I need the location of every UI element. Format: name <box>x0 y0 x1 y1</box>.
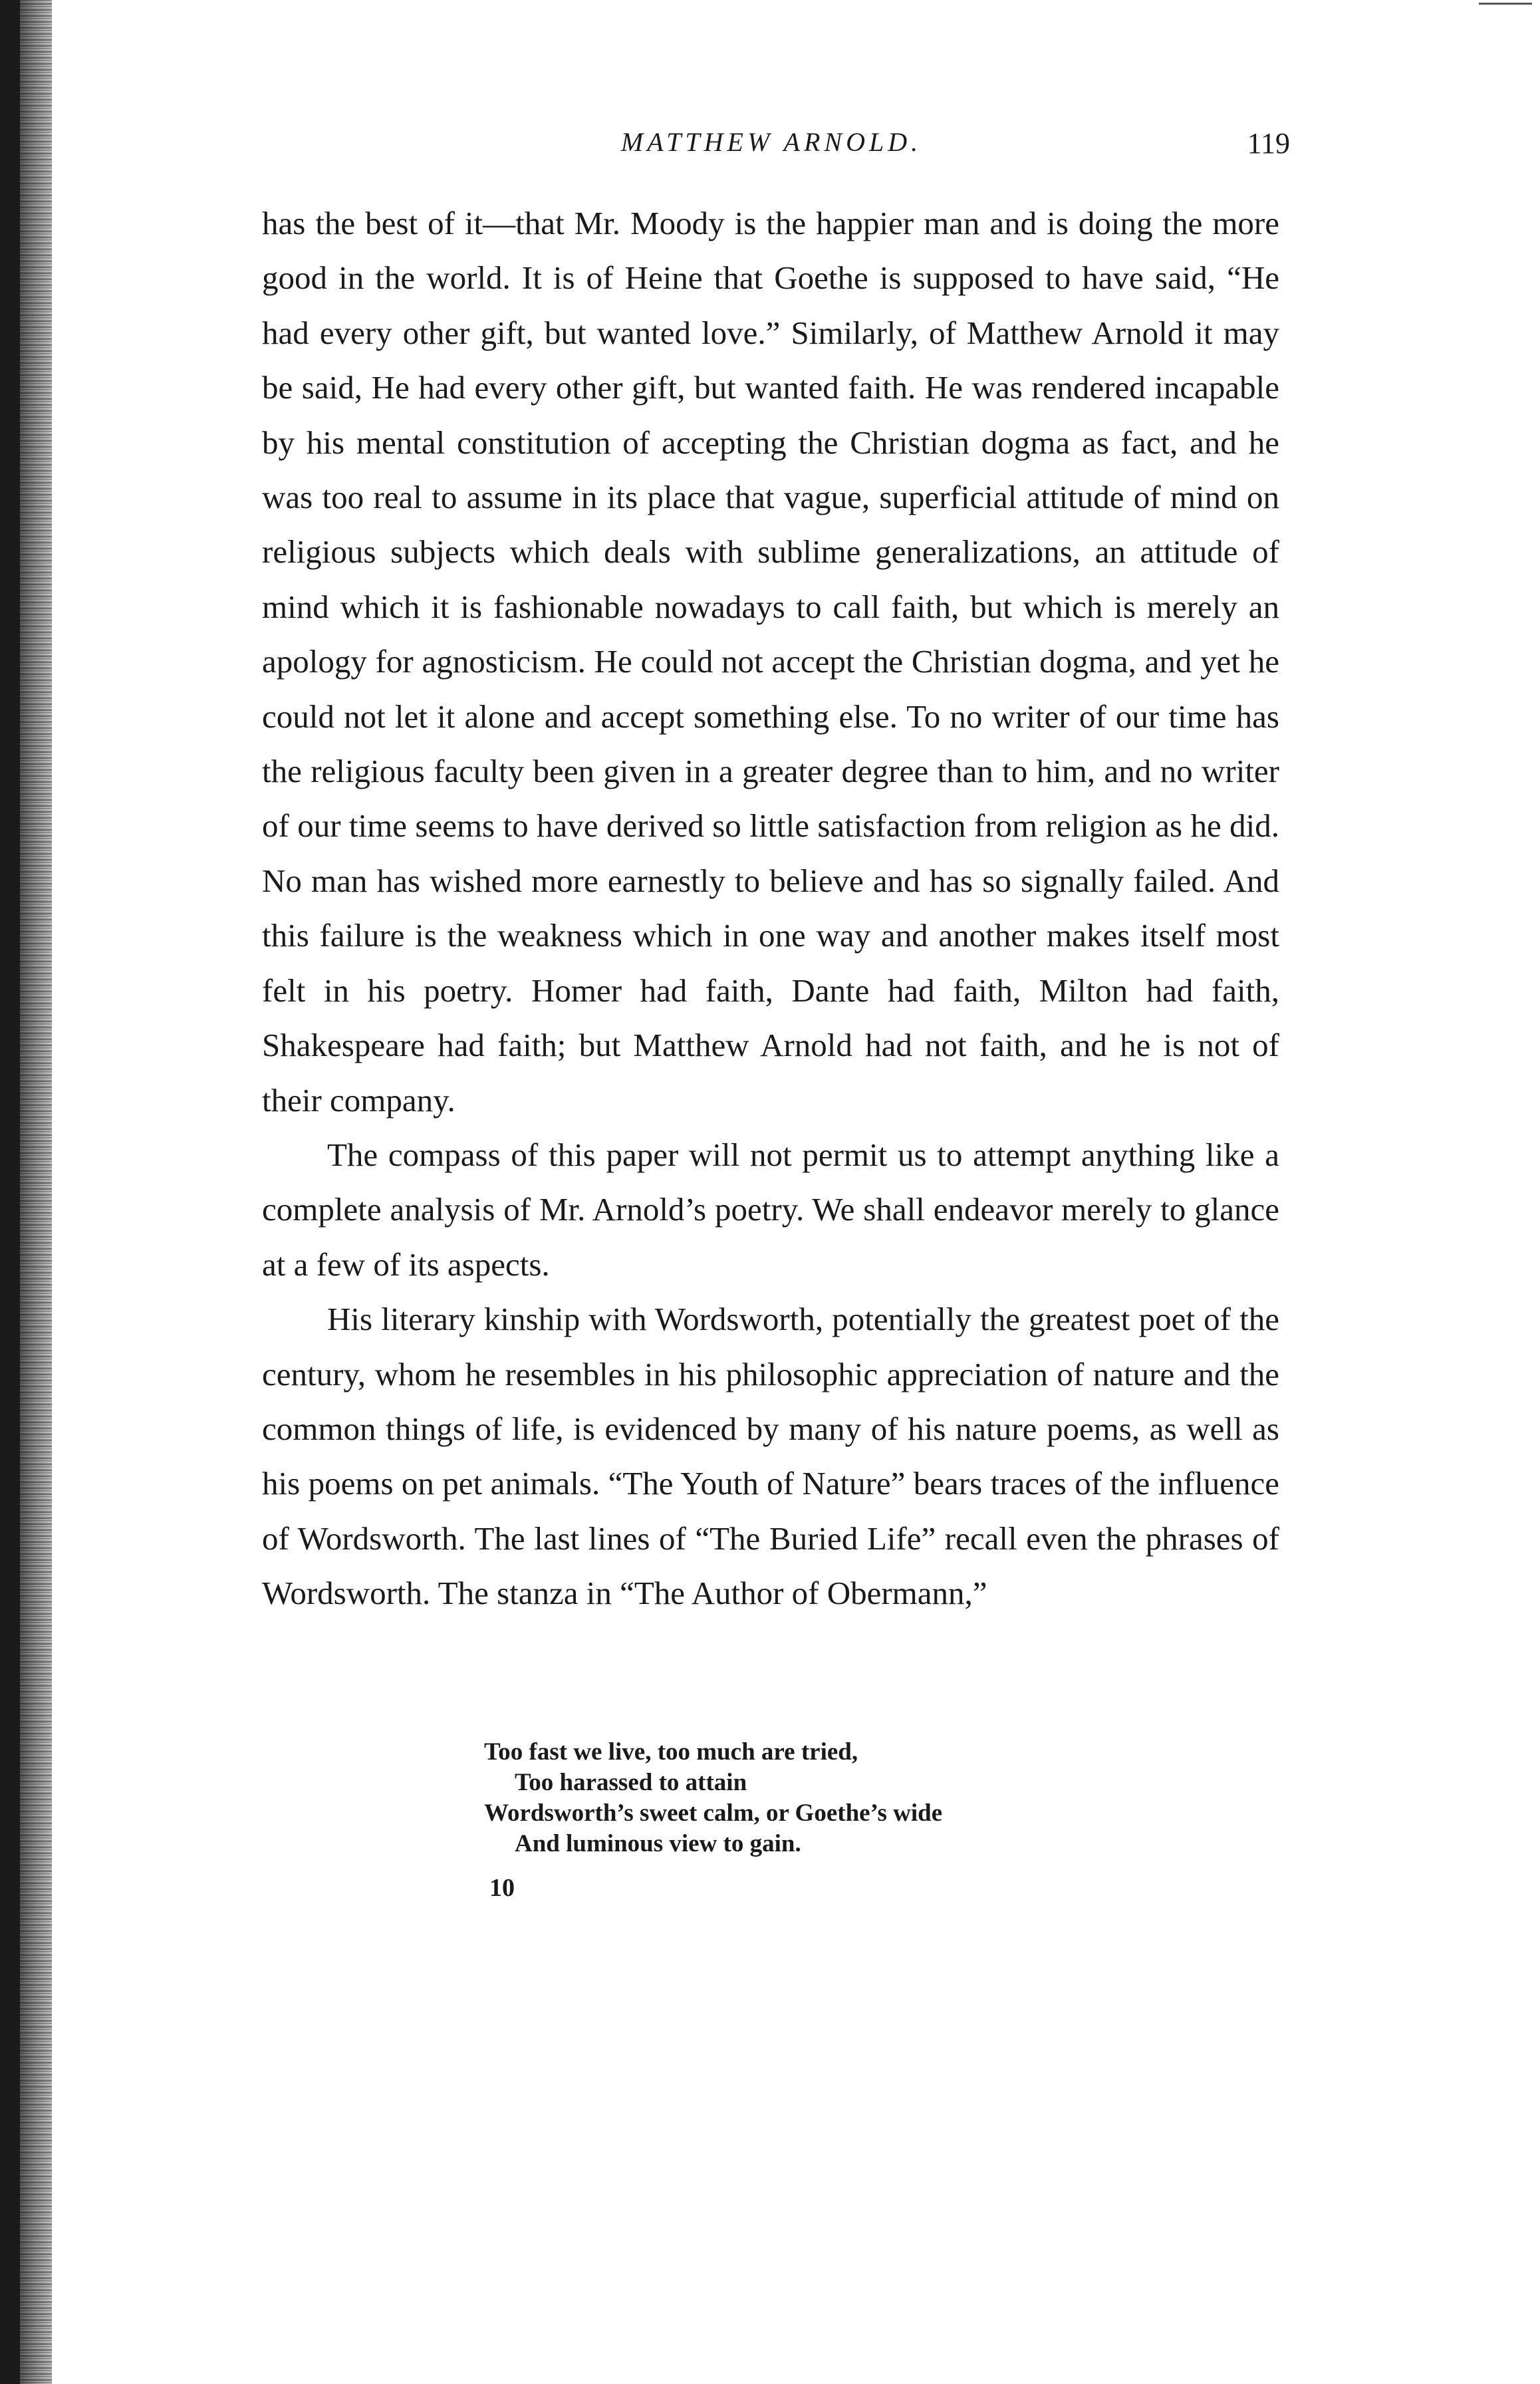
paragraph-1: has the best of it—that Mr. Moody is the happier man and is doing the more good in the world. It is of Heine that Goethe is supposed to have said, “He had every other gift, but wanted love.” Similarly, of Matthew Arnold it may be said, He had every other gift, but wanted faith. He was rendered incapable by his mental constitution of accepting the Christian dogma as fact, and he was too real to assume in its place that vague, superficial attitude of mind on religious subjects which deals with sublime generalizations, an attitude of mind which it is fashionable nowadays to call faith, but which is merely an apology for agnosticism. He could not accept the Christian dogma, and yet he could not let it alone and accept something else. To no writer of our time has the religious faculty been given in a greater degree than to him, and no writer of our time seems to have derived so little satisfaction from religion as he did. No man has wished more earnestly to believe and has so signally failed. And this failure is the weakness which in one way and another makes itself most felt in his poetry. Homer had faith, Dante had faith, Milton had faith, Shakespeare had faith; but Matthew Arnold had not faith, and he is not of their company. <box>262 205 1279 1119</box>
signature-mark: 10 <box>489 1874 515 1902</box>
verse-quotation <box>484 1737 1282 1859</box>
verse-line-2: Too harassed to attain <box>515 1769 747 1796</box>
page-header <box>253 126 1290 180</box>
running-title: MATTHEW ARNOLD. <box>620 127 922 157</box>
paragraph-3: His literary kinship with Wordsworth, potentially the greatest poet of the century, whom he resembles in his philosophic appreciation of nature and the common things of life, is evidenced by many of his nature poems, as well as his poems on pet animals. “The Youth of Nature” bears traces of the influence of Wordsworth. The last lines of “The Buried Life” recall even the phrases of Wordsworth. The stanza in “The Author of Obermann,” <box>262 1301 1279 1612</box>
verse-line-4: And luminous view to gain. <box>515 1830 801 1857</box>
scan-binding-edge <box>0 0 52 2384</box>
paragraph-2: The compass of this paper will not permit us to attempt anything like a complete analysis of Mr. Arnold’s poetry. We shall endeavor merely to glance at a few of its aspects. <box>262 1136 1279 1283</box>
verse-line-1: Too fast we live, too much are tried, <box>484 1738 858 1766</box>
page-number: 119 <box>1247 127 1290 160</box>
body-text <box>262 196 1279 1621</box>
verse-line-3: Wordsworth’s sweet calm, or Goethe’s wide <box>484 1799 943 1827</box>
scan-corner-mark <box>1479 3 1532 5</box>
